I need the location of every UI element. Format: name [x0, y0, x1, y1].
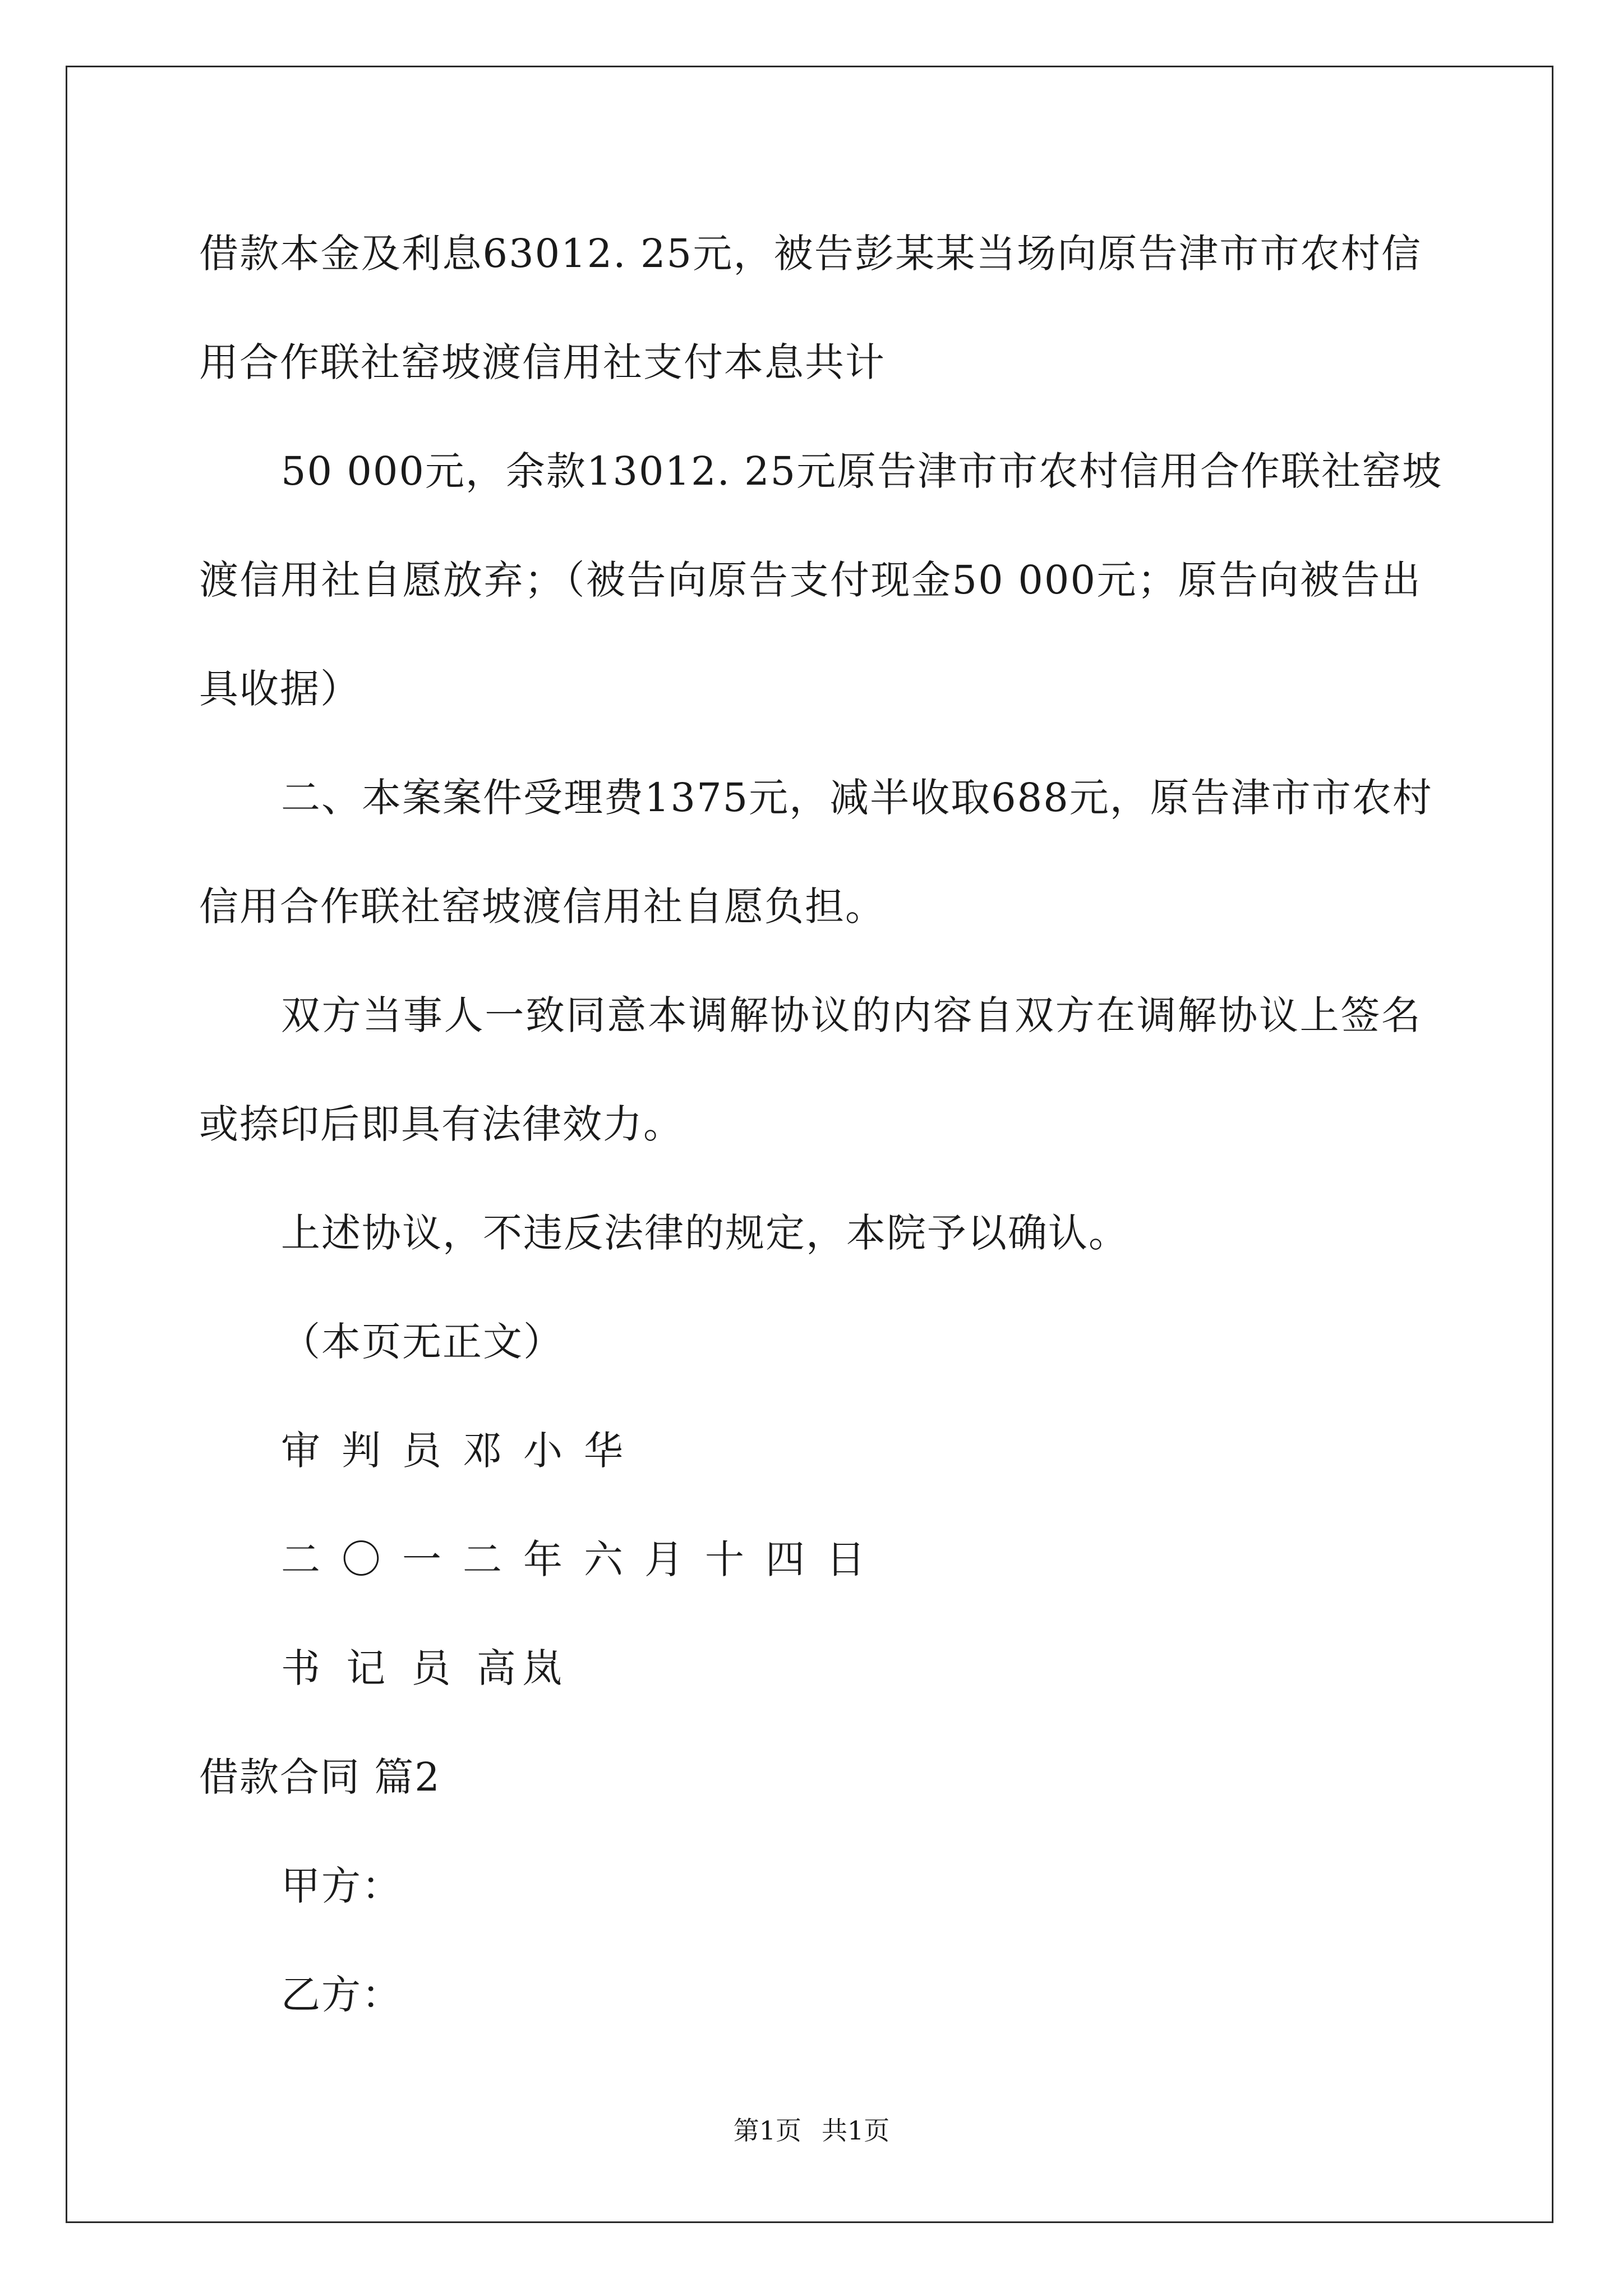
date-line: 二〇一二年六月十四日 — [281, 1536, 887, 1582]
no-text-note: （本页无正文） — [281, 1319, 564, 1365]
page-footer — [0, 2114, 1623, 2147]
paragraph-line: 双方当事人一致同意本调解协议的内容自双方在调解协议上签名 — [281, 992, 1422, 1038]
paragraph-line: 50 000元，余款13012. 25元原告津市市农村信用合作联社窑坡 — [281, 448, 1443, 494]
party-a-label: 甲方： — [281, 1863, 402, 1909]
judge-signature-line: 审判员邓小华 — [281, 1428, 644, 1474]
paragraph-line: 上述协议，不违反法律的规定，本院予以确认。 — [281, 1210, 1129, 1256]
paragraph-line: 或捺印后即具有法律效力。 — [199, 1101, 684, 1147]
page-number-current: 第1页 — [733, 2115, 801, 2146]
party-b-label: 乙方： — [281, 1972, 402, 2018]
paragraph-line: 具收据） — [199, 666, 361, 712]
clerk-signature-line: 书 记 员 高岚 — [281, 1645, 569, 1691]
paragraph-line: 信用合作联社窑坡渡信用社自愿负担。 — [199, 884, 886, 930]
document-body — [199, 199, 1443, 2049]
page-number-total: 共1页 — [822, 2115, 890, 2146]
paragraph-line: 渡信用社自愿放弃；（被告向原告支付现金50 000元；原告向被告出 — [199, 557, 1422, 603]
section-heading: 借款合同 篇2 — [199, 1754, 441, 1800]
paragraph-line: 二、本案案件受理费1375元，减半收取688元，原告津市市农村 — [281, 775, 1433, 821]
paragraph-line: 借款本金及利息63012. 25元，被告彭某某当场向原告津市市农村信 — [199, 231, 1422, 277]
paragraph-line: 用合作联社窑坡渡信用社支付本息共计 — [199, 339, 886, 385]
